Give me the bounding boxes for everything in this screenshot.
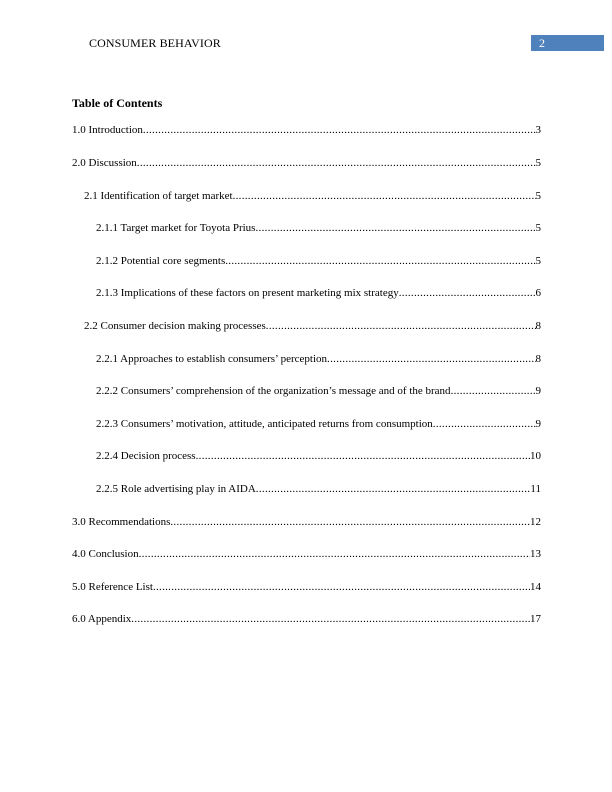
toc-entry[interactable]	[84, 319, 541, 333]
toc-entry[interactable]	[72, 612, 541, 626]
toc-entry-page: 8	[535, 320, 541, 332]
toc-dot-leader	[266, 319, 536, 333]
toc-entry-page: 12	[530, 516, 541, 528]
toc-dot-leader	[451, 384, 536, 398]
toc-entry-label: 5.0 Reference List	[72, 581, 153, 593]
toc-entry-page: 8	[535, 353, 541, 365]
toc-entry[interactable]	[96, 482, 541, 496]
toc-title: Table of Contents	[72, 96, 163, 110]
toc-dot-leader	[143, 123, 536, 137]
toc-entry[interactable]	[96, 221, 541, 235]
toc-dot-leader	[196, 449, 530, 463]
page-number-badge	[531, 35, 604, 51]
toc-entry[interactable]	[96, 417, 541, 431]
toc-entry-label: 1.0 Introduction	[72, 124, 143, 136]
toc-dot-leader	[225, 254, 535, 268]
toc-entry-label: 2.1 Identification of target market	[84, 190, 233, 202]
toc-dot-leader	[256, 482, 531, 496]
toc-entry-page: 3	[535, 124, 541, 136]
toc-entry[interactable]	[72, 156, 541, 170]
toc-dot-leader	[327, 352, 535, 366]
toc-entry-page: 5	[535, 190, 541, 202]
toc-entry-page: 5	[535, 222, 541, 234]
toc-entry[interactable]	[72, 123, 541, 137]
toc-dot-leader	[131, 612, 530, 626]
toc-entry-page: 10	[530, 450, 541, 462]
toc-entry[interactable]	[72, 547, 541, 561]
toc-dot-leader	[137, 156, 536, 170]
toc-entry-label: 2.2 Consumer decision making processes	[84, 320, 266, 332]
toc-entry-page: 11	[530, 483, 541, 495]
toc-entry-label: 6.0 Appendix	[72, 613, 132, 625]
toc-entry[interactable]	[96, 384, 541, 398]
running-header-title: CONSUMER BEHAVIOR	[89, 36, 221, 50]
toc-entry-label: 2.1.1 Target market for Toyota Prius	[96, 222, 256, 234]
toc-entry-page: 6	[535, 287, 541, 299]
toc-entry-page: 9	[535, 418, 541, 430]
toc-entry-label: 2.2.1 Approaches to establish consumers’ perception	[96, 353, 328, 365]
toc-entry-page: 5	[535, 157, 541, 169]
toc-entry[interactable]	[72, 515, 541, 529]
toc-entry-label: 3.0 Recommendations	[72, 516, 171, 528]
toc-entry-label: 2.1.2 Potential core segments	[96, 255, 226, 267]
toc-entry-label: 2.1.3 Implications of these factors on present marketing mix strategy	[96, 287, 399, 299]
toc-entry[interactable]	[96, 449, 541, 463]
toc-entry-page: 9	[535, 385, 541, 397]
page-number: 2	[539, 36, 545, 50]
toc-entry-label: 2.2.5 Role advertising play in AIDA	[96, 483, 256, 495]
toc-entry[interactable]	[84, 189, 541, 203]
toc-dot-leader	[139, 547, 530, 561]
toc-dot-leader	[170, 515, 530, 529]
toc-dot-leader	[153, 580, 530, 594]
toc-dot-leader	[255, 221, 535, 235]
toc-entry-page: 14	[530, 581, 541, 593]
toc-entry[interactable]	[96, 254, 541, 268]
toc-dot-leader	[399, 286, 536, 300]
toc-entry-page: 13	[530, 548, 541, 560]
toc-entry-label: 2.2.3 Consumers’ motivation, attitude, anticipated returns from consumption	[96, 418, 433, 430]
toc-dot-leader	[233, 189, 536, 203]
toc-entry-label: 2.2.4 Decision process	[96, 450, 196, 462]
toc-entry-label: 2.2.2 Consumers’ comprehension of the organization’s message and of the brand	[96, 385, 451, 397]
toc-entry-page: 17	[530, 613, 541, 625]
toc-entry[interactable]	[96, 352, 541, 366]
toc-dot-leader	[433, 417, 536, 431]
toc-entry-label: 2.0 Discussion	[72, 157, 137, 169]
toc-entry-label: 4.0 Conclusion	[72, 548, 139, 560]
toc-entry[interactable]	[72, 580, 541, 594]
toc-entry-page: 5	[535, 255, 541, 267]
toc-entry[interactable]	[96, 286, 541, 300]
